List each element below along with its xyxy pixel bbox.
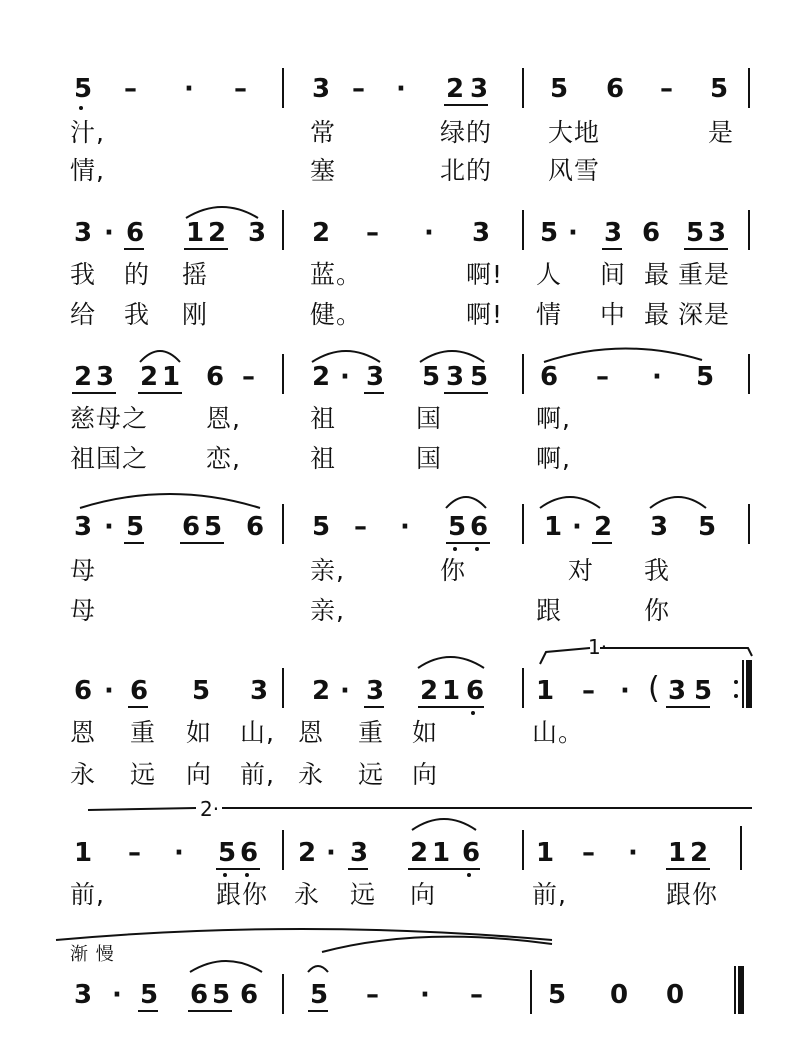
- note: 3: [650, 512, 669, 542]
- note: 3: [366, 362, 385, 392]
- lyric: 重是: [678, 260, 731, 289]
- note: ·: [568, 218, 578, 248]
- lyric: 我: [124, 300, 151, 329]
- note: 2: [410, 838, 429, 868]
- underline: [124, 248, 144, 250]
- lyric: 情,: [70, 156, 105, 185]
- note: 5: [550, 74, 569, 104]
- note: ·: [572, 512, 582, 542]
- note: 5: [422, 362, 441, 392]
- note: ·: [104, 218, 114, 248]
- note: 6: [240, 838, 259, 868]
- volta-2-label: 2·: [200, 797, 220, 821]
- note: 0: [666, 980, 685, 1010]
- note: –: [352, 74, 365, 104]
- barline: [282, 504, 284, 544]
- note: 6: [466, 676, 485, 706]
- beam: [184, 248, 228, 250]
- note: 5: [74, 74, 93, 104]
- note: ·: [620, 676, 630, 706]
- note: 6: [130, 676, 149, 706]
- note: 2: [208, 218, 227, 248]
- barline: [748, 354, 750, 394]
- barline: [282, 974, 284, 1014]
- note: 6: [206, 362, 225, 392]
- lyric: 跟你: [216, 880, 269, 909]
- lyric: 远: [358, 760, 385, 789]
- lyric: 永: [298, 760, 325, 789]
- note: –: [470, 980, 483, 1010]
- beam: [444, 104, 488, 106]
- barline: [748, 504, 750, 544]
- lyric: 人: [536, 260, 563, 289]
- lyric: 深是: [678, 300, 731, 329]
- note: 2: [140, 362, 159, 392]
- lyric: 恋,: [206, 444, 241, 473]
- lyric: 祖国之: [70, 444, 149, 473]
- lyric: 前,: [532, 880, 567, 909]
- beam: [138, 392, 182, 394]
- barline: [282, 668, 284, 708]
- barline: [522, 68, 524, 108]
- beam: [180, 542, 224, 544]
- note: 3: [366, 676, 385, 706]
- lyric: 跟你: [666, 880, 719, 909]
- underline: [364, 706, 384, 708]
- note: 6: [540, 362, 559, 392]
- note: 3: [96, 362, 115, 392]
- lyric: 向: [412, 760, 439, 789]
- note: 2: [312, 218, 331, 248]
- note: ·: [326, 838, 336, 868]
- lyric: 前,: [70, 880, 105, 909]
- low-octave-dot: [475, 547, 479, 551]
- lyric: 的: [124, 260, 151, 289]
- note: 6: [240, 980, 259, 1010]
- lyric: 重: [130, 718, 157, 747]
- lyric: 向: [410, 880, 437, 909]
- note: 5: [686, 218, 705, 248]
- lyric: 你: [440, 556, 467, 585]
- lyric: 慈母之: [70, 404, 149, 433]
- repeat-thin-barline: [742, 660, 744, 708]
- final-thick-barline: [738, 966, 744, 1014]
- note: 5: [218, 838, 237, 868]
- beam: [666, 706, 710, 708]
- barline: [522, 210, 524, 250]
- note: 5: [548, 980, 567, 1010]
- repeat-dot: [734, 680, 738, 684]
- underline: [124, 542, 144, 544]
- note: 5: [448, 512, 467, 542]
- lyric: 给: [70, 300, 97, 329]
- note: 6: [190, 980, 209, 1010]
- lyric: 恩,: [206, 404, 241, 433]
- lyric: 你: [644, 596, 671, 625]
- barline: [748, 210, 750, 250]
- lyric: 亲,: [310, 596, 345, 625]
- lyric: 祖: [310, 404, 337, 433]
- volta-1-label: 1·: [588, 635, 608, 659]
- note: ·: [628, 838, 638, 868]
- note: ·: [104, 512, 114, 542]
- note: 1: [74, 838, 93, 868]
- note: 3: [470, 74, 489, 104]
- note: 2: [312, 676, 331, 706]
- lyric: 最: [644, 260, 671, 289]
- lyric: 最: [644, 300, 671, 329]
- note: –: [582, 838, 595, 868]
- underline: [138, 1010, 158, 1012]
- note: 1: [162, 362, 181, 392]
- lyric: 重: [358, 718, 385, 747]
- tempo-marking: 渐 慢: [70, 944, 115, 965]
- barline: [282, 354, 284, 394]
- note: 5: [192, 676, 211, 706]
- underline: [592, 542, 612, 544]
- beam: [444, 392, 488, 394]
- lyric: 中: [600, 300, 627, 329]
- note: 1: [544, 512, 563, 542]
- note: 2: [74, 362, 93, 392]
- lyric: 祖: [310, 444, 337, 473]
- low-octave-dot: [467, 873, 471, 877]
- note: 2: [420, 676, 439, 706]
- note: 6: [74, 676, 93, 706]
- lyric: 跟: [536, 596, 563, 625]
- note: ·: [104, 676, 114, 706]
- note: ·: [340, 362, 350, 392]
- note: 2: [690, 838, 709, 868]
- low-octave-dot: [245, 873, 249, 877]
- lyric: 山,: [240, 718, 275, 747]
- lyric: 恩: [70, 718, 97, 747]
- note: 5: [126, 512, 145, 542]
- note: ·: [340, 676, 350, 706]
- final-thin-barline: [734, 966, 736, 1014]
- underline: [364, 392, 384, 394]
- note: –: [366, 218, 379, 248]
- underline: [308, 1010, 328, 1012]
- note: 1: [186, 218, 205, 248]
- lyric: 健。: [310, 300, 363, 329]
- beam: [684, 248, 728, 250]
- note: 6: [126, 218, 145, 248]
- lyric: 风雪: [548, 156, 601, 185]
- note: 1: [432, 838, 451, 868]
- lyric: 如: [412, 718, 439, 747]
- lyric: 啊,: [536, 444, 571, 473]
- note: 3: [708, 218, 727, 248]
- lyric: 塞: [310, 156, 337, 185]
- lyric: 刚: [182, 300, 209, 329]
- lyric: 绿的: [440, 118, 493, 147]
- beam: [418, 706, 484, 708]
- note: 1: [536, 676, 555, 706]
- lyric: 我: [70, 260, 97, 289]
- barline: [282, 68, 284, 108]
- lyric: 前,: [240, 760, 275, 789]
- barline: [522, 830, 524, 870]
- note: 3: [74, 218, 93, 248]
- lyric: 山。: [532, 718, 585, 747]
- barline: [522, 504, 524, 544]
- lyric: 恩: [298, 718, 325, 747]
- low-octave-dot: [471, 711, 475, 715]
- note: 2: [446, 74, 465, 104]
- lyric: 情: [536, 300, 563, 329]
- note: ·: [652, 362, 662, 392]
- note: 3: [250, 676, 269, 706]
- note: 5: [540, 218, 559, 248]
- underline: [602, 248, 622, 250]
- note: 3: [248, 218, 267, 248]
- lyric: 是: [708, 118, 735, 147]
- note: –: [354, 512, 367, 542]
- note: 3: [446, 362, 465, 392]
- note: 6: [246, 512, 265, 542]
- beam: [72, 392, 116, 394]
- note: –: [234, 74, 247, 104]
- lyric: 啊!: [466, 300, 504, 329]
- lyric: 国: [416, 444, 443, 473]
- lyric: 间: [600, 260, 627, 289]
- note: 5: [204, 512, 223, 542]
- note: 6: [606, 74, 625, 104]
- lyric: 大地: [548, 118, 601, 147]
- lyric: 北的: [440, 156, 493, 185]
- note: 3: [74, 512, 93, 542]
- lyric: 如: [186, 718, 213, 747]
- note: 5: [698, 512, 717, 542]
- lyric: 我: [644, 556, 671, 585]
- note: –: [242, 362, 255, 392]
- note: 6: [470, 512, 489, 542]
- lyric: 亲,: [310, 556, 345, 585]
- barline: [282, 210, 284, 250]
- note: 6: [642, 218, 661, 248]
- lyric: 母: [70, 596, 97, 625]
- beam: [666, 868, 710, 870]
- note: (: [648, 671, 660, 706]
- lyric: 向: [186, 760, 213, 789]
- beam: [446, 542, 490, 544]
- lyric: 远: [130, 760, 157, 789]
- note: 3: [472, 218, 491, 248]
- note: 5: [212, 980, 231, 1010]
- note: 5: [310, 980, 329, 1010]
- note: 1: [536, 838, 555, 868]
- note: 3: [312, 74, 331, 104]
- lyric: 母: [70, 556, 97, 585]
- note: ·: [424, 218, 434, 248]
- repeat-thick-barline: [746, 660, 752, 708]
- beam: [408, 868, 480, 870]
- lyric: 常: [310, 118, 337, 147]
- lyric: 摇: [182, 260, 209, 289]
- underline: [128, 706, 148, 708]
- note: ·: [112, 980, 122, 1010]
- repeat-dot: [734, 694, 738, 698]
- note: –: [128, 838, 141, 868]
- note: 3: [668, 676, 687, 706]
- lyric: 对: [568, 556, 595, 585]
- note: –: [582, 676, 595, 706]
- note: 6: [182, 512, 201, 542]
- note: 5: [710, 74, 729, 104]
- note: 6: [462, 838, 481, 868]
- barline: [522, 354, 524, 394]
- barline: [522, 668, 524, 708]
- note: ·: [174, 838, 184, 868]
- lyric: 啊,: [536, 404, 571, 433]
- underline: [348, 868, 368, 870]
- barline: [530, 970, 532, 1014]
- note: 2: [594, 512, 613, 542]
- note: 3: [350, 838, 369, 868]
- note: 5: [696, 362, 715, 392]
- note: 5: [140, 980, 159, 1010]
- note: 2: [312, 362, 331, 392]
- note: 5: [694, 676, 713, 706]
- lyric: 永: [70, 760, 97, 789]
- note: –: [124, 74, 137, 104]
- note: ·: [184, 74, 194, 104]
- barline: [282, 830, 284, 870]
- beam: [188, 1010, 232, 1012]
- lyric: 国: [416, 404, 443, 433]
- beam: [216, 868, 260, 870]
- lyric: 汁,: [70, 118, 105, 147]
- note: ·: [396, 74, 406, 104]
- lyric: 蓝。: [310, 260, 363, 289]
- note: 3: [74, 980, 93, 1010]
- low-octave-dot: [223, 873, 227, 877]
- note: 5: [470, 362, 489, 392]
- note: –: [366, 980, 379, 1010]
- note: 5: [312, 512, 331, 542]
- note: 1: [668, 838, 687, 868]
- note: 2: [298, 838, 317, 868]
- note: 3: [604, 218, 623, 248]
- note: –: [660, 74, 673, 104]
- lyric: 永: [294, 880, 321, 909]
- low-octave-dot: [453, 547, 457, 551]
- low-octave-dot: [79, 106, 83, 110]
- note: 1: [442, 676, 461, 706]
- note: 0: [610, 980, 629, 1010]
- note: ·: [400, 512, 410, 542]
- lyric: 远: [350, 880, 377, 909]
- barline: [740, 826, 742, 870]
- note: –: [596, 362, 609, 392]
- barline: [748, 68, 750, 108]
- lyric: 啊!: [466, 260, 504, 289]
- note: ·: [420, 980, 430, 1010]
